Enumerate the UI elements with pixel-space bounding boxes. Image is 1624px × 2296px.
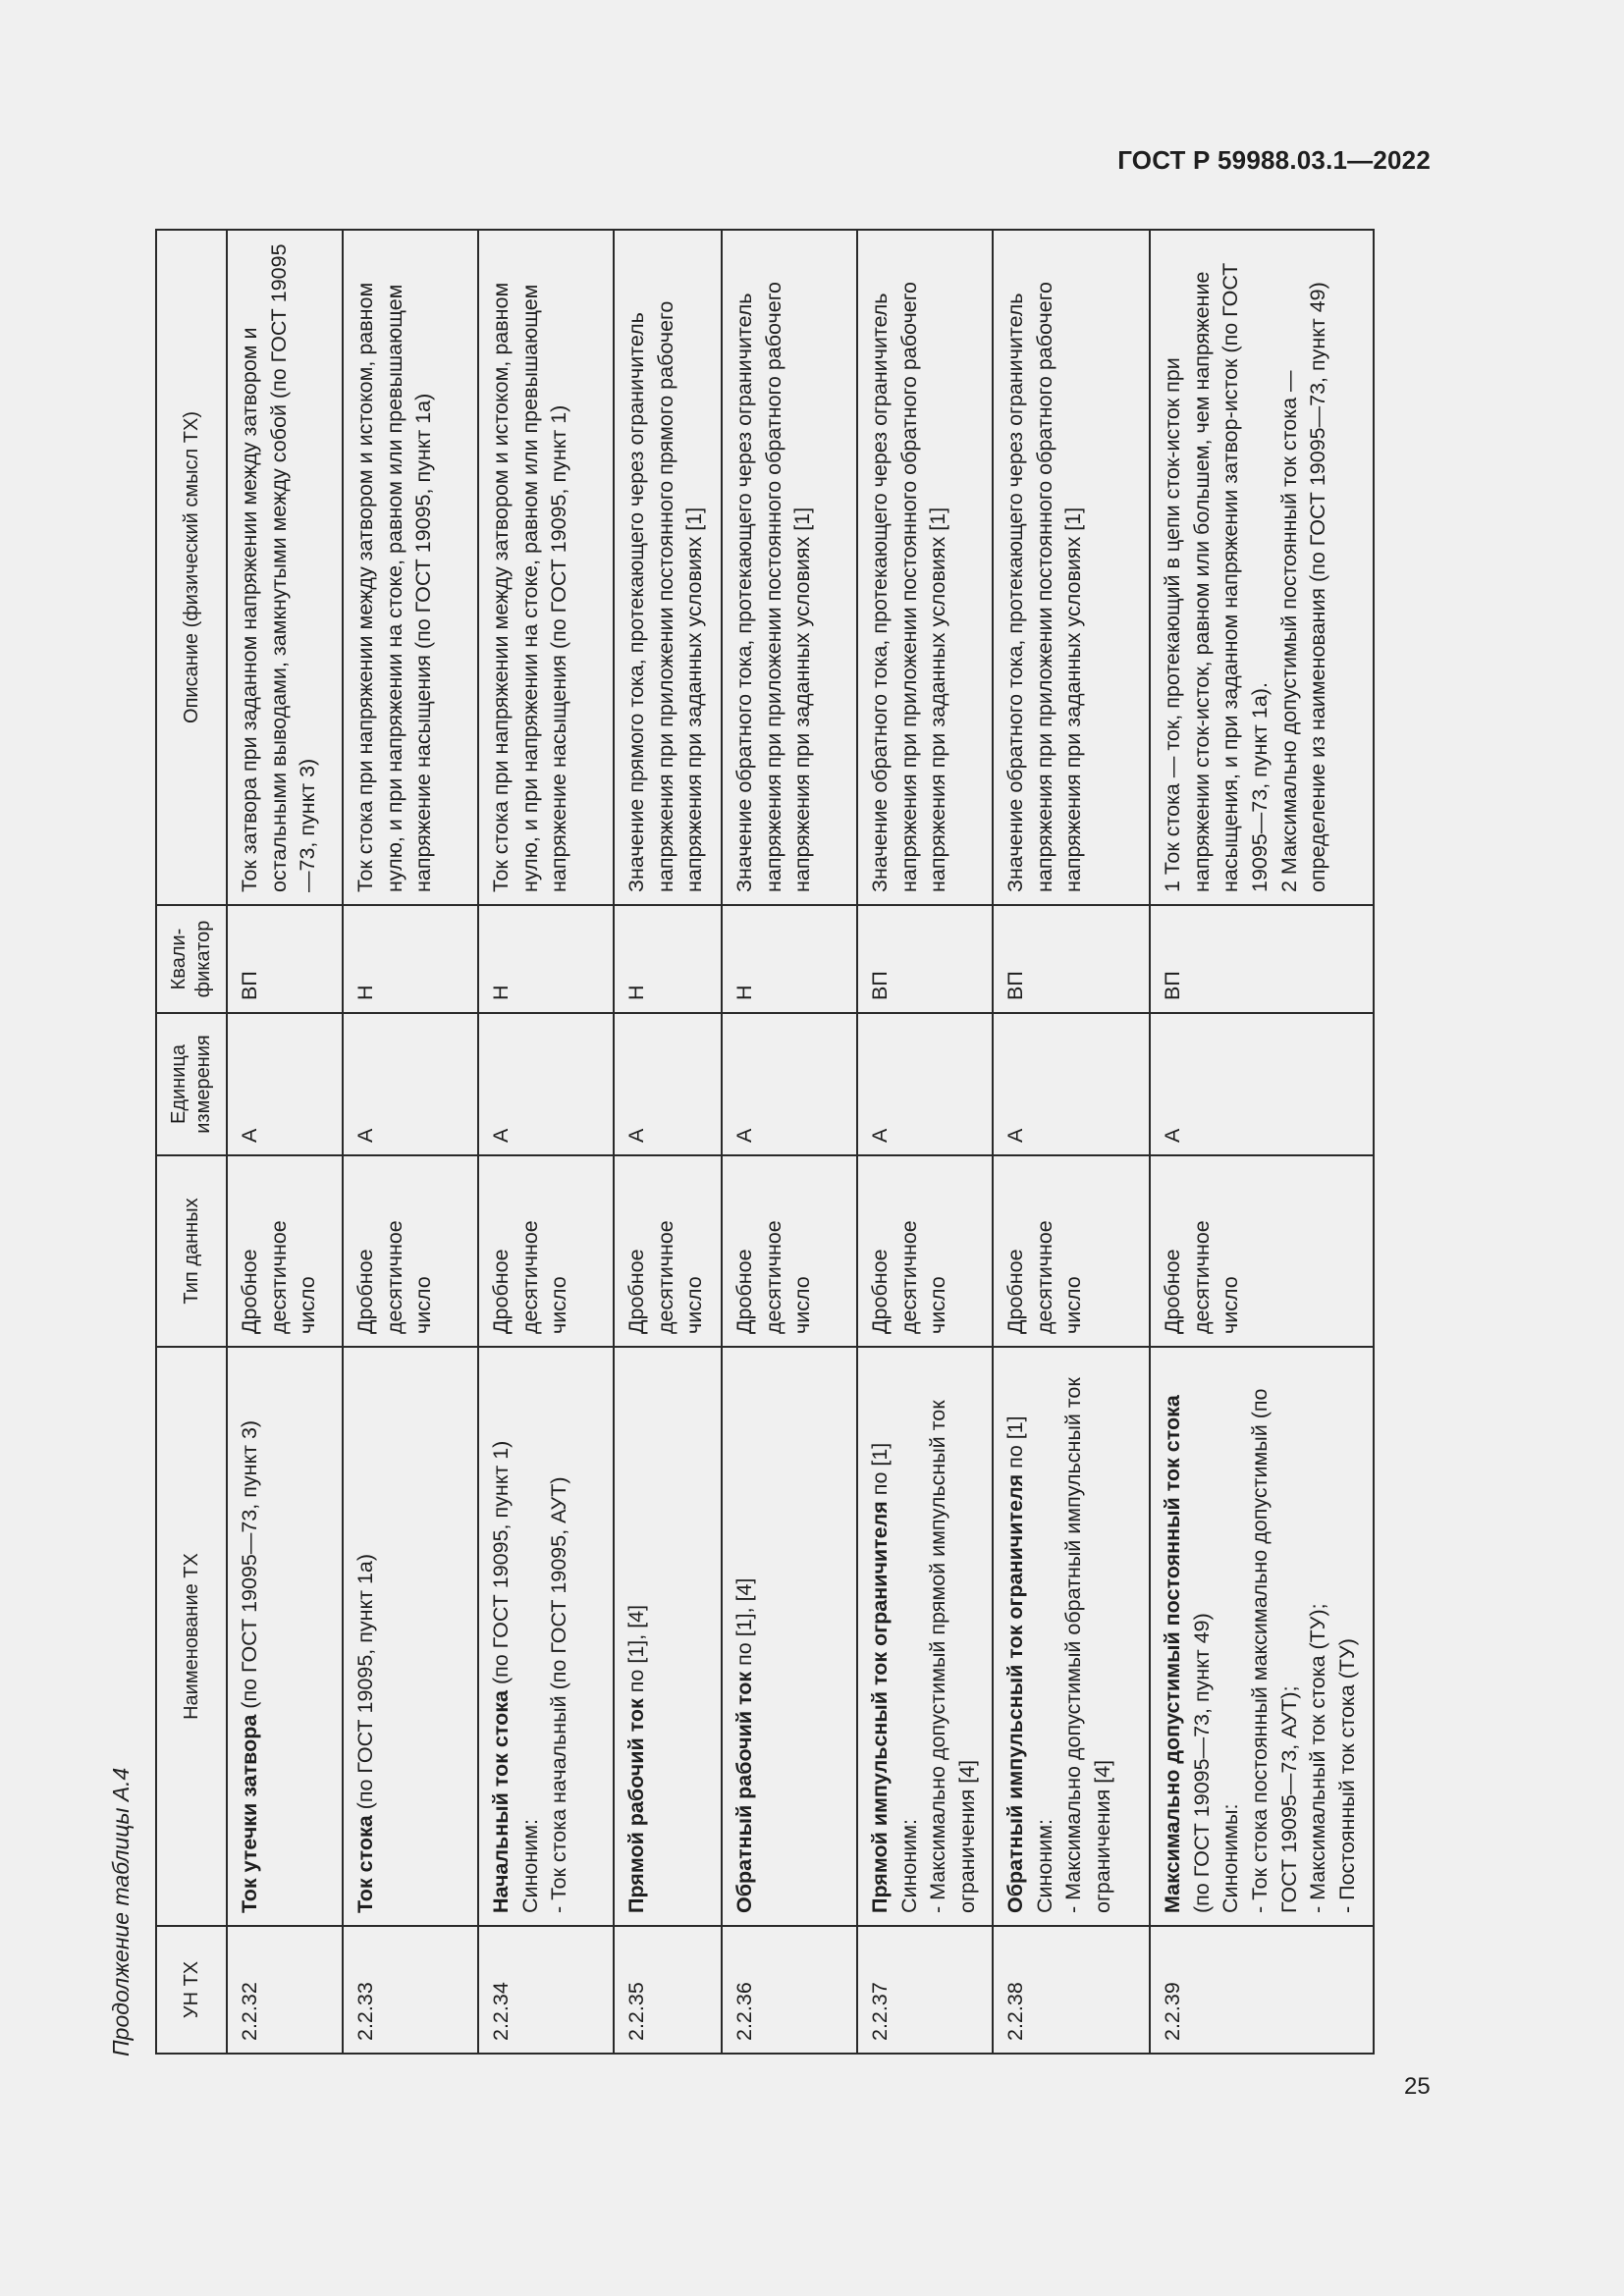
cell-unit: А [993, 1013, 1150, 1155]
cell-type: Дробное десятичное число [227, 1155, 343, 1347]
description-line: 2 Максимально допустимый постоянный ток стока — определение из наименования (по ГОСТ 19095—73, пункт 49) [1276, 282, 1330, 892]
header-code: УН ТХ [156, 1926, 227, 2054]
name-extra-line: Синоним: [1032, 1818, 1056, 1913]
table-row [993, 230, 1150, 2054]
name-rest: по [1] [1003, 1415, 1027, 1474]
cell-unit: А [857, 1013, 993, 1155]
table-body [227, 230, 1374, 2054]
name-rest: (по ГОСТ 19095—73, пункт 3) [238, 1419, 261, 1715]
cell-type: Дробное десятичное число [478, 1155, 614, 1347]
name-line [624, 1605, 648, 1913]
name-extra-line: - Ток стока постоянный максимально допустимый (по ГОСТ 19095—73, АУТ); [1247, 1388, 1301, 1913]
cell-name [343, 1347, 478, 1926]
header-name: Наименование ТХ [156, 1347, 227, 1926]
cell-type: Дробное десятичное число [614, 1155, 722, 1347]
cell-name [227, 1347, 343, 1926]
cell-name [993, 1347, 1150, 1926]
table-row [343, 230, 478, 2054]
cell-name [857, 1347, 993, 1926]
cell-description: Ток затвора при заданном напряжении между затвором и остальными выводами, замкнутыми между собой (по ГОСТ 19095—73, пункт 3) [227, 230, 343, 905]
header-qual-line2: фикатор [192, 920, 214, 998]
name-bold: Прямой импульсный ток ограничителя [868, 1501, 892, 1913]
header-qualifier [156, 905, 227, 1013]
rotated-table-area [108, 226, 1384, 2056]
name-extra-line: - Максимальный ток стока (ТУ); [1306, 1603, 1330, 1913]
cell-code: 2.2.37 [857, 1926, 993, 2054]
cell-unit: А [478, 1013, 614, 1155]
description-line: 1 Ток стока — ток, протекающий в цепи сток-исток при напряжении сток-исток, равном или большем, чем напряжение насыщения, и при заданном напряжении затвор-исток (по ГОСТ 19095—73, пункт 1а). [1161, 262, 1272, 892]
cell-code: 2.2.32 [227, 1926, 343, 2054]
cell-code: 2.2.38 [993, 1926, 1150, 2054]
name-bold: Обратный импульсный ток ограничителя [1003, 1473, 1027, 1913]
cell-qualifier: Н [478, 905, 614, 1013]
name-line [489, 1441, 513, 1913]
header-unit-line2: измерения [192, 1035, 214, 1134]
cell-type: Дробное десятичное число [343, 1155, 478, 1347]
name-rest: (по ГОСТ 19095, пункт 1) [489, 1440, 513, 1691]
table-row [857, 230, 993, 2054]
header-unit [156, 1013, 227, 1155]
cell-code: 2.2.34 [478, 1926, 614, 2054]
cell-qualifier: ВП [1150, 905, 1374, 1013]
cell-name [614, 1347, 722, 1926]
table-row [227, 230, 343, 2054]
name-rest: по [1] [868, 1442, 892, 1502]
header-unit-line1: Единица [168, 1044, 189, 1124]
name-extra-line: - Постоянный ток стока (ТУ) [1334, 1638, 1359, 1913]
name-extra-line: Синоним: [896, 1818, 921, 1913]
header-qual-line1: Квали- [168, 928, 189, 990]
table-header-row [156, 230, 227, 2054]
cell-unit: А [722, 1013, 857, 1155]
cell-qualifier: ВП [227, 905, 343, 1013]
name-extra-line: Синоним: [517, 1818, 542, 1913]
name-rest: по [1], [4] [732, 1577, 756, 1672]
table-row [1150, 230, 1374, 2054]
cell-qualifier: Н [614, 905, 722, 1013]
name-line [353, 1554, 377, 1913]
cell-description: Значение прямого тока, протекающего через ограничитель напряжения при приложении постоянного прямого рабочего напряжения при заданных условиях [1] [614, 230, 722, 905]
header-type: Тип данных [156, 1155, 227, 1347]
cell-description: Ток стока при напряжении между затвором и истоком, равном нулю, и при напряжении на стоке, равном или превышающем напряжение насыщения (по ГОСТ 19095, пункт 1а) [343, 230, 478, 905]
name-line [868, 1443, 892, 1913]
cell-unit: А [343, 1013, 478, 1155]
cell-type: Дробное десятичное число [1150, 1155, 1374, 1347]
cell-code: 2.2.33 [343, 1926, 478, 2054]
name-rest: (по ГОСТ 19095—73, пункт 49) [1189, 1613, 1214, 1913]
name-extra-line: - Ток стока начальный (по ГОСТ 19095, АУТ) [547, 1476, 571, 1913]
cell-qualifier: Н [722, 905, 857, 1013]
cell-qualifier: ВП [993, 905, 1150, 1013]
table-row [614, 230, 722, 2054]
cell-unit: А [227, 1013, 343, 1155]
table-row [478, 230, 614, 2054]
cell-name [722, 1347, 857, 1926]
name-bold: Ток утечки затвора [238, 1714, 261, 1913]
cell-type: Дробное десятичное число [993, 1155, 1150, 1347]
name-extra-line: Синонимы: [1218, 1803, 1243, 1913]
cell-code: 2.2.36 [722, 1926, 857, 2054]
cell-unit: А [614, 1013, 722, 1155]
name-bold: Максимально допустимый постоянный ток стока [1161, 1395, 1184, 1913]
cell-description: Значение обратного тока, протекающего через ограничитель напряжения при приложении постоянного обратного рабочего напряжения при заданных условиях [1] [857, 230, 993, 905]
cell-description: Ток стока при напряжении между затвором и истоком, равном нулю, и при напряжении на стоке, равном или превышающем напряжение насыщения (по ГОСТ 19095, пункт 1) [478, 230, 614, 905]
cell-name [1150, 1347, 1374, 1926]
name-extra-line: - Максимально допустимый прямой импульсный ток ограничения [4] [926, 1400, 979, 1913]
cell-description: Значение обратного тока, протекающего через ограничитель напряжения при приложении постоянного обратного рабочего напряжения при заданных условиях [1] [722, 230, 857, 905]
cell-description [1150, 230, 1374, 905]
cell-qualifier: Н [343, 905, 478, 1013]
cell-type: Дробное десятичное число [722, 1155, 857, 1347]
cell-name [478, 1347, 614, 1926]
name-extra-line: - Максимально допустимый обратный импульсный ток ограничения [4] [1061, 1377, 1114, 1913]
name-line [238, 1420, 261, 1913]
page-number: 25 [1404, 2073, 1431, 2100]
document-code: ГОСТ Р 59988.03.1—2022 [1117, 145, 1431, 175]
name-line [1161, 1395, 1214, 1913]
characteristics-table [155, 229, 1375, 2055]
cell-code: 2.2.39 [1150, 1926, 1374, 2054]
cell-qualifier: ВП [857, 905, 993, 1013]
name-rest: (по ГОСТ 19095, пункт 1а) [353, 1553, 377, 1816]
name-bold: Начальный ток стока [489, 1690, 513, 1913]
name-bold: Ток стока [353, 1815, 377, 1913]
header-description: Описание (физический смысл ТХ) [156, 230, 227, 905]
name-line [732, 1578, 756, 1913]
table-row [722, 230, 857, 2054]
cell-code: 2.2.35 [614, 1926, 722, 2054]
name-line [1003, 1415, 1027, 1913]
name-bold: Обратный рабочий ток [732, 1671, 756, 1913]
cell-unit: А [1150, 1013, 1374, 1155]
name-bold: Прямой рабочий ток [624, 1698, 648, 1913]
table-caption: Продолжение таблицы А.4 [108, 1767, 134, 2056]
cell-description: Значение обратного тока, протекающего через ограничитель напряжения при приложении постоянного обратного рабочего напряжения при заданных условиях [1] [993, 230, 1150, 905]
name-rest: по [1], [4] [624, 1604, 648, 1699]
cell-type: Дробное десятичное число [857, 1155, 993, 1347]
